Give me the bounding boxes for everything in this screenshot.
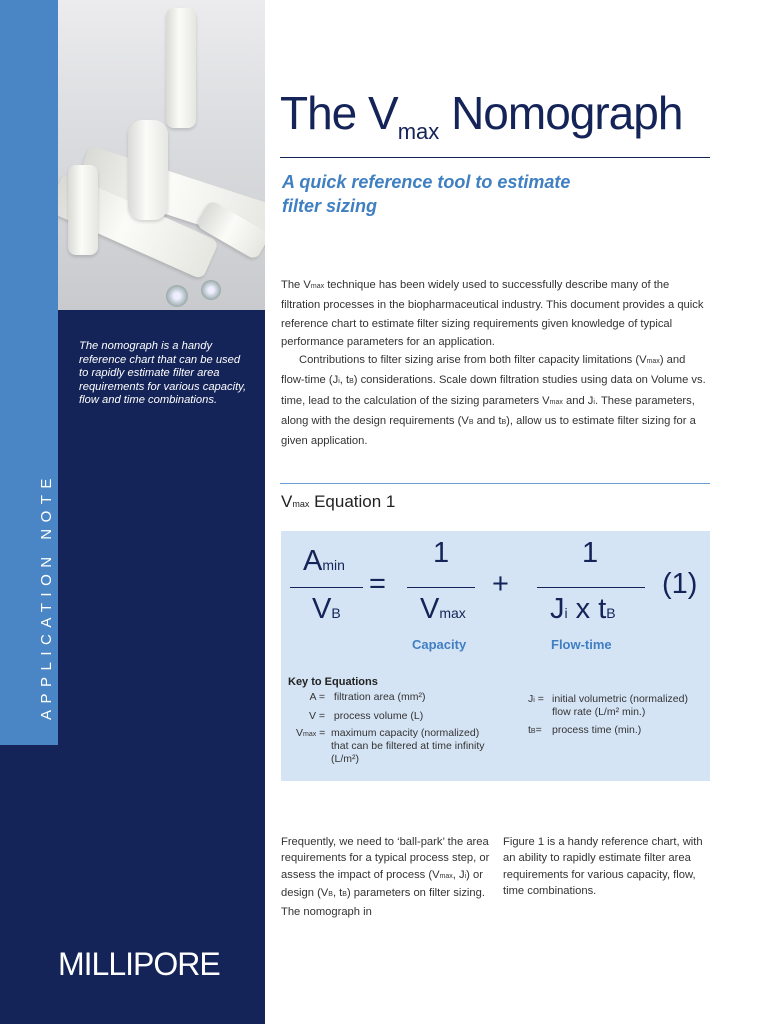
sidebar-quote: The nomograph is a handy reference chart that can be used to rapidly estimate filter area requirements for various capacity, flow and time combinations. [79,340,247,407]
key-tb-symbol: tB= [528,724,542,736]
term2-denominator: Ji x tB [550,593,616,625]
intro-paragraph-1: The Vmax technique has been widely used to successfully describe many of the filtration processes in the biopharmaceutical industry. This document provides a quick reference chart to estimate filter sizing requirements given knowledge of typical performance parameters for an application. [281,279,704,348]
key-a: A = filtration area (mm²) [309,691,426,703]
body-column-right: Figure 1 is a handy reference chart, with an ability to rapidly estimate filter area requirements for various capacity, flow, time combinations. [503,836,703,898]
key-v: V = process volume (L) [308,710,424,722]
product-photo [58,0,265,310]
term1-denominator: Vmax [420,593,466,625]
equation-heading: Vmax Equation 1 [281,492,396,511]
term2-fraction-bar [537,587,645,588]
key-vmax-definition: maximum capacity (normalized) that can be filtered at time infinity (L/m²) [331,727,485,765]
lhs-denominator: VB [312,593,341,625]
lhs-fraction-bar [290,587,363,588]
term1-numerator: 1 [433,537,450,569]
lhs-numerator: Amin [303,545,345,577]
key-ji-symbol: Ji = [528,693,544,705]
plus-sign: + [492,568,509,600]
key-vmax-symbol: Vmax = [296,727,326,739]
intro-text [281,276,711,451]
term1-fraction-bar [407,587,475,588]
title-rule [280,157,710,158]
term2-numerator: 1 [582,537,599,569]
key-title: Key to Equations [288,676,378,688]
flow-time-label: Flow-time [551,637,612,652]
equals-sign: = [369,568,386,600]
section-rule [280,483,710,484]
sidebar-lower-band [0,745,58,1024]
key-ji-definition: initial volumetric (normalized) flow rate (L/m² min.) [552,693,688,718]
page-title: The $V_{max}$ Nomograph [280,87,683,144]
body-column-left: Frequently, we need to ‘ball-park’ the area requirements for a typical process step, or assess the impact of process (Vmax, Ji) or design (VB, tB) parameters on filter sizing. The nomograph in [281,836,490,918]
application-note-label: APPLICATION NOTE [38,472,55,720]
equation-number: (1) [662,568,698,600]
capacity-label: Capacity [412,637,467,652]
millipore-logo: MILLIPORE [58,946,220,982]
subtitle: A quick reference tool to estimate filter sizing [282,172,571,216]
intro-paragraph-2: Contributions to filter sizing arise from both filter capacity limitations (Vmax) and flow-time (Ji, tB) considerations. Scale down filtration studies using data on Volume vs. time, lead to the calculation of the sizing parameters Vmax and Ji. These parameters, along with the design requirements (VB and tB), allow us to estimate filter sizing for a given application. [281,354,706,448]
key-tb-definition: process time (min.) [552,724,642,736]
